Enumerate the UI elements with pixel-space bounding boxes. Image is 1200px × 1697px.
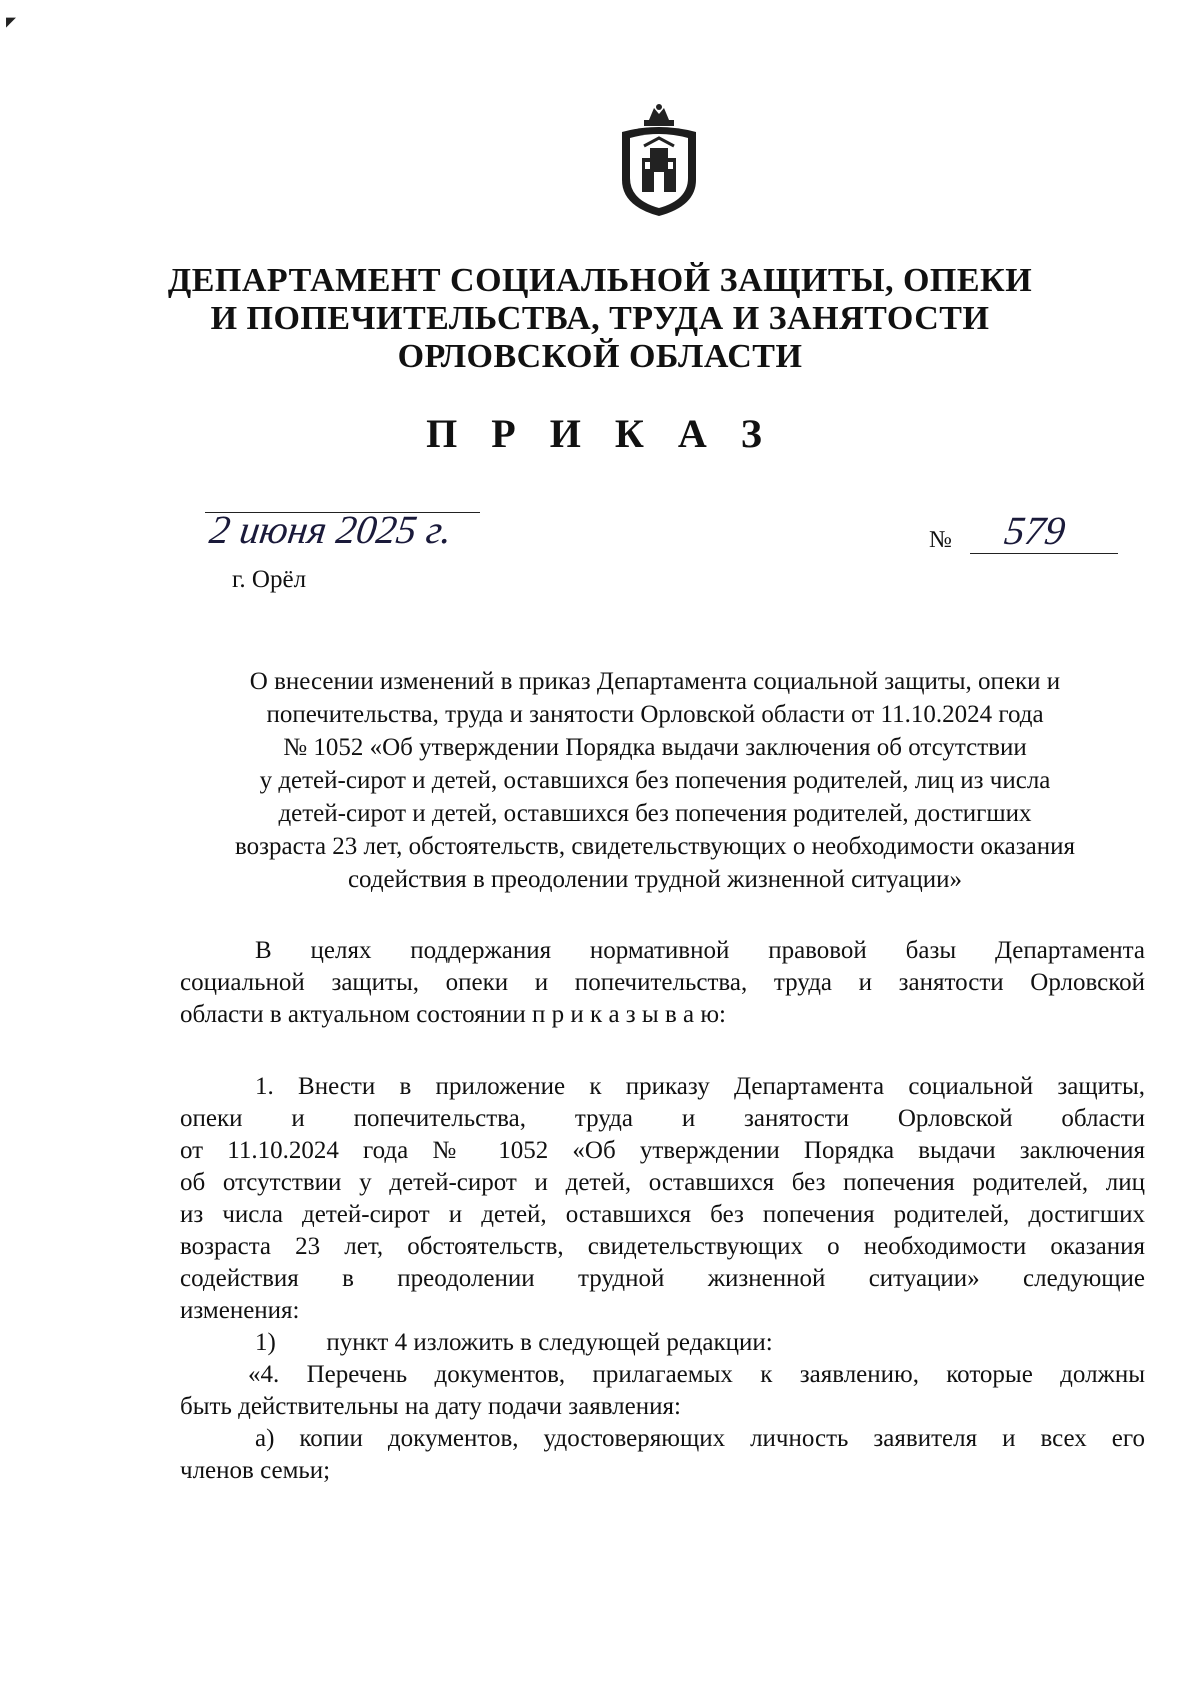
oryol-coat-of-arms-emblem	[614, 102, 704, 218]
document-type-title: П Р И К А З	[426, 411, 774, 456]
item1-line: об отсутствии у детей-сирот и детей, оставшихся без попечения родителей, лиц	[180, 1169, 1145, 1196]
subject-line: О внесении изменений в приказ Департамента социальной защиты, опеки и	[249, 668, 1061, 695]
department-name	[0, 262, 1200, 376]
subject-line: детей-сирот и детей, оставшихся без попечения родителей, достигших	[278, 800, 1032, 827]
preamble-line: В целях поддержания нормативной правовой базы Департамента	[255, 937, 1145, 964]
subject-line: возраста 23 лет, обстоятельств, свидетельствующих о необходимости оказания	[235, 833, 1075, 860]
item1-line: возраста 23 лет, обстоятельств, свидетельствующих о необходимости оказания	[180, 1233, 1145, 1260]
scan-corner-mark: ◤	[6, 14, 16, 29]
preamble-paragraph	[180, 935, 1145, 1031]
subitem-1	[180, 1327, 1145, 1359]
preamble-line: области в актуальном состоянии п р и к а з ы в а ю:	[180, 1001, 726, 1028]
item4-line: «4. Перечень документов, прилагаемых к заявлению, которые должны	[248, 1361, 1145, 1388]
city-name: г. Орёл	[232, 566, 307, 593]
handwritten-number: 579	[1001, 508, 1069, 553]
item-a-line: членов семьи;	[180, 1457, 331, 1484]
item4-line: быть действительны на дату подачи заявления:	[180, 1393, 681, 1420]
item1-line: из числа детей-сирот и детей, оставшихся без попечения родителей, достигших	[180, 1201, 1145, 1228]
item1-line: от 11.10.2024 года № 1052 «Об утверждении Порядка выдачи заключения	[180, 1137, 1145, 1164]
order-body	[180, 1071, 1145, 1487]
item1-line: изменения:	[180, 1297, 300, 1324]
number-underline	[970, 553, 1118, 554]
number-label: №	[929, 527, 952, 553]
department-line: ОРЛОВСКОЙ ОБЛАСТИ	[397, 338, 803, 375]
item1-line: 1. Внести в приложение к приказу Департамента социальной защиты,	[255, 1073, 1145, 1100]
item1-line: содействия в преодолении трудной жизненной ситуации» следующие	[180, 1265, 1145, 1292]
subject-line: у детей-сирот и детей, оставшихся без попечения родителей, лиц из числа	[259, 767, 1051, 794]
subject-line: № 1052 «Об утверждении Порядка выдачи заключения об отсутствии	[283, 734, 1027, 761]
item1-line: опеки и попечительства, труда и занятости Орловской области	[180, 1105, 1145, 1132]
date-underline	[205, 512, 480, 513]
handwritten-date: 2 июня 2025 г.	[206, 507, 455, 552]
subject-line: содействия в преодолении трудной жизненной ситуации»	[347, 866, 963, 893]
subitem-marker: 1)	[255, 1329, 276, 1356]
item-a-line: а) копии документов, удостоверяющих личность заявителя и всех его	[255, 1425, 1145, 1452]
department-line: И ПОПЕЧИТЕЛЬСТВА, ТРУДА И ЗАНЯТОСТИ	[210, 300, 990, 337]
subitem-text: пункт 4 изложить в следующей редакции:	[326, 1329, 773, 1356]
department-line: ДЕПАРТАМЕНТ СОЦИАЛЬНОЙ ЗАЩИТЫ, ОПЕКИ	[167, 262, 1033, 299]
order-subject	[165, 665, 1145, 896]
preamble-line: социальной защиты, опеки и попечительства, труда и занятости Орловской	[180, 969, 1145, 996]
subject-line: попечительства, труда и занятости Орловской области от 11.10.2024 года	[266, 701, 1044, 728]
